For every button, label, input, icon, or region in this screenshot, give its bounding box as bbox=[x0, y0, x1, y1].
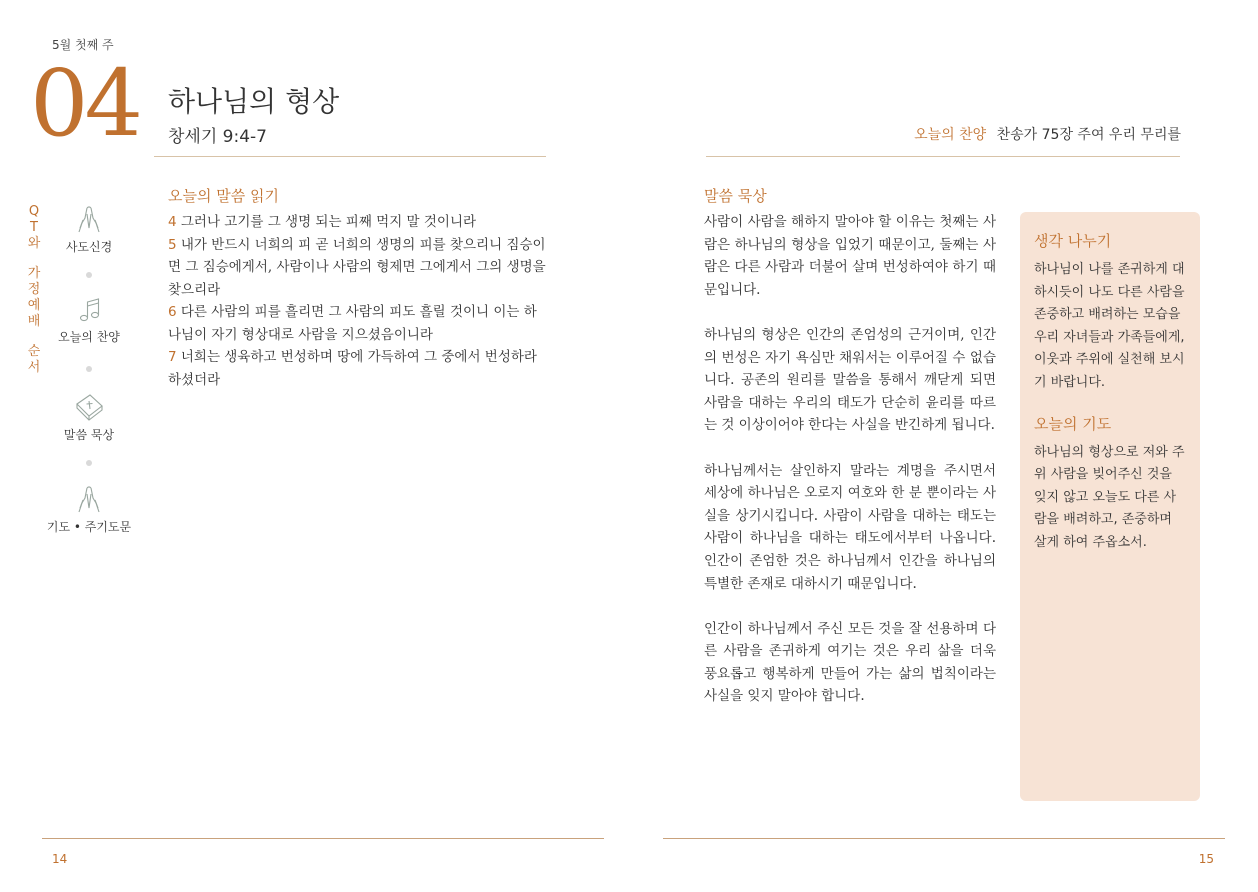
share-heading: 생각 나누기 bbox=[1034, 232, 1112, 250]
lesson-number: 04 bbox=[30, 50, 140, 157]
week-label: 5월 첫째 주 bbox=[52, 38, 114, 52]
step-label: 말씀 묵상 bbox=[63, 428, 115, 442]
prayer-text: 하나님의 형상으로 저와 주위 사람을 빚어주신 것을 잊지 않고 오늘도 다른 사람을 배려하고, 존중하며 살게 하여 주옵소서. bbox=[1034, 444, 1185, 550]
verse-number: 7 bbox=[168, 349, 177, 365]
side-label-char: T bbox=[30, 220, 38, 235]
footer-divider-right bbox=[663, 838, 1225, 839]
verse-text: 너희는 생육하고 번성하며 땅에 가득하여 그 중에서 번성하라 하셨더라 bbox=[168, 349, 537, 388]
meditation-paragraph: 하나님의 형상은 인간의 존엄성의 근거이며, 인간의 번성은 자기 욕심만 채워서는 이루어질 수 없습니다. 공존의 원리를 말씀을 통해서 깨닫게 되면 사람을 대하는 우리의 태도가 단순히 윤리를 따르는 것 이상이어야 한다는 사실을 반긴하게 됩니다. bbox=[704, 326, 996, 434]
verse bbox=[168, 211, 548, 234]
praying-hands-icon bbox=[74, 206, 104, 234]
step-prayer bbox=[44, 486, 134, 535]
verse-number: 5 bbox=[168, 236, 177, 253]
header-divider-left bbox=[154, 156, 546, 157]
header-divider-right bbox=[706, 156, 1180, 157]
step-label: 오늘의 찬양 bbox=[58, 330, 120, 344]
verse bbox=[168, 346, 548, 391]
praying-hands-icon bbox=[74, 486, 104, 514]
scripture-passage bbox=[168, 211, 548, 391]
verse-number: 6 bbox=[168, 304, 177, 320]
meditation-paragraph: 하나님께서는 살인하지 말라는 계명을 주시면서 세상에 하나님은 오로지 여호와 한 분 뿐이라는 사실을 상기시킵니다. 사람이 사람을 대하는 태도는 사람이 하나님을 대하는 태도에서부터 나옵니다. 인간이 존엄한 것은 하나님께서 인간을 하나님의 특별한 존재로 대하시기 때문입니다. bbox=[704, 462, 996, 592]
page-number-right: 15 bbox=[1198, 852, 1214, 866]
verse bbox=[168, 234, 548, 302]
verse-text: 내가 반드시 너희의 피 곧 너희의 생명의 피를 찾으리니 짐승이면 그 짐승에게서, 사람이나 사람의 형제면 그에게서 그의 생명을 찾으리라 bbox=[168, 236, 546, 298]
side-label-char: 가 bbox=[27, 266, 41, 281]
step-separator-dot bbox=[86, 366, 92, 372]
hymn-label: 오늘의 찬양 bbox=[914, 127, 987, 143]
meditation-body bbox=[704, 211, 996, 731]
verse-number: 4 bbox=[168, 214, 177, 230]
step-word-meditation bbox=[44, 392, 134, 443]
hymn-text: 찬송가 75장 주여 우리 무리를 bbox=[996, 127, 1181, 143]
meditation-heading: 말씀 묵상 bbox=[704, 187, 767, 205]
page-number-left: 14 bbox=[52, 852, 68, 866]
verse-text: 그러나 고기를 그 생명 되는 피째 먹지 말 것이니라 bbox=[180, 214, 477, 230]
side-label-char: 정 bbox=[27, 282, 41, 297]
todays-hymn bbox=[914, 124, 1181, 144]
step-todays-hymn bbox=[44, 296, 134, 345]
bible-icon bbox=[74, 392, 104, 422]
side-label-char: 서 bbox=[27, 360, 41, 375]
side-label-char: 예 bbox=[27, 298, 41, 313]
meditation-paragraph: 사람이 사람을 해하지 말아야 할 이유는 첫째는 사람은 하나님의 형상을 입었기 때문이고, 둘째는 사람은 다른 사람과 더불어 살며 번성하여야 하기 때문입니다. bbox=[704, 214, 996, 298]
footer-divider-left bbox=[42, 838, 604, 839]
step-apostles-creed bbox=[44, 206, 134, 255]
reflection-box bbox=[1020, 212, 1200, 801]
page-title: 하나님의 형상 bbox=[168, 85, 340, 118]
prayer-heading: 오늘의 기도 bbox=[1034, 414, 1112, 433]
side-label-char: 배 bbox=[27, 314, 41, 329]
share-text: 하나님이 나를 존귀하게 대하시듯이 나도 다른 사람을 존중하고 배려하는 모습을 우리 자녀들과 가족들에게, 이웃과 주위에 실천해 보시기 바랍니다. bbox=[1034, 262, 1185, 390]
scripture-reference: 창세기 9:4-7 bbox=[168, 127, 267, 147]
step-separator-dot bbox=[86, 460, 92, 466]
meditation-paragraph: 인간이 하나님께서 주신 모든 것을 잘 선용하며 다른 사람을 존귀하게 여기는 것은 우리 삶을 더욱 풍요롭고 행복하게 만들어 가는 삶의 법칙이라는 사실을 잊지 말아야 합니다. bbox=[704, 620, 996, 705]
verse-text: 다른 사람의 피를 흘리면 그 사람의 피도 흘릴 것이니 이는 하나님이 자기 형상대로 사람을 지으셨음이니라 bbox=[168, 304, 537, 343]
side-label-char: 순 bbox=[27, 344, 41, 359]
step-label: 기도 • 주기도문 bbox=[46, 520, 132, 534]
reading-heading: 오늘의 말씀 읽기 bbox=[168, 187, 279, 205]
step-label: 사도신경 bbox=[65, 240, 113, 254]
step-separator-dot bbox=[86, 272, 92, 278]
side-vertical-label bbox=[27, 204, 41, 376]
side-label-char: Q bbox=[28, 204, 40, 219]
music-note-icon bbox=[74, 296, 104, 324]
side-label-char: 와 bbox=[27, 236, 41, 251]
verse bbox=[168, 301, 548, 346]
